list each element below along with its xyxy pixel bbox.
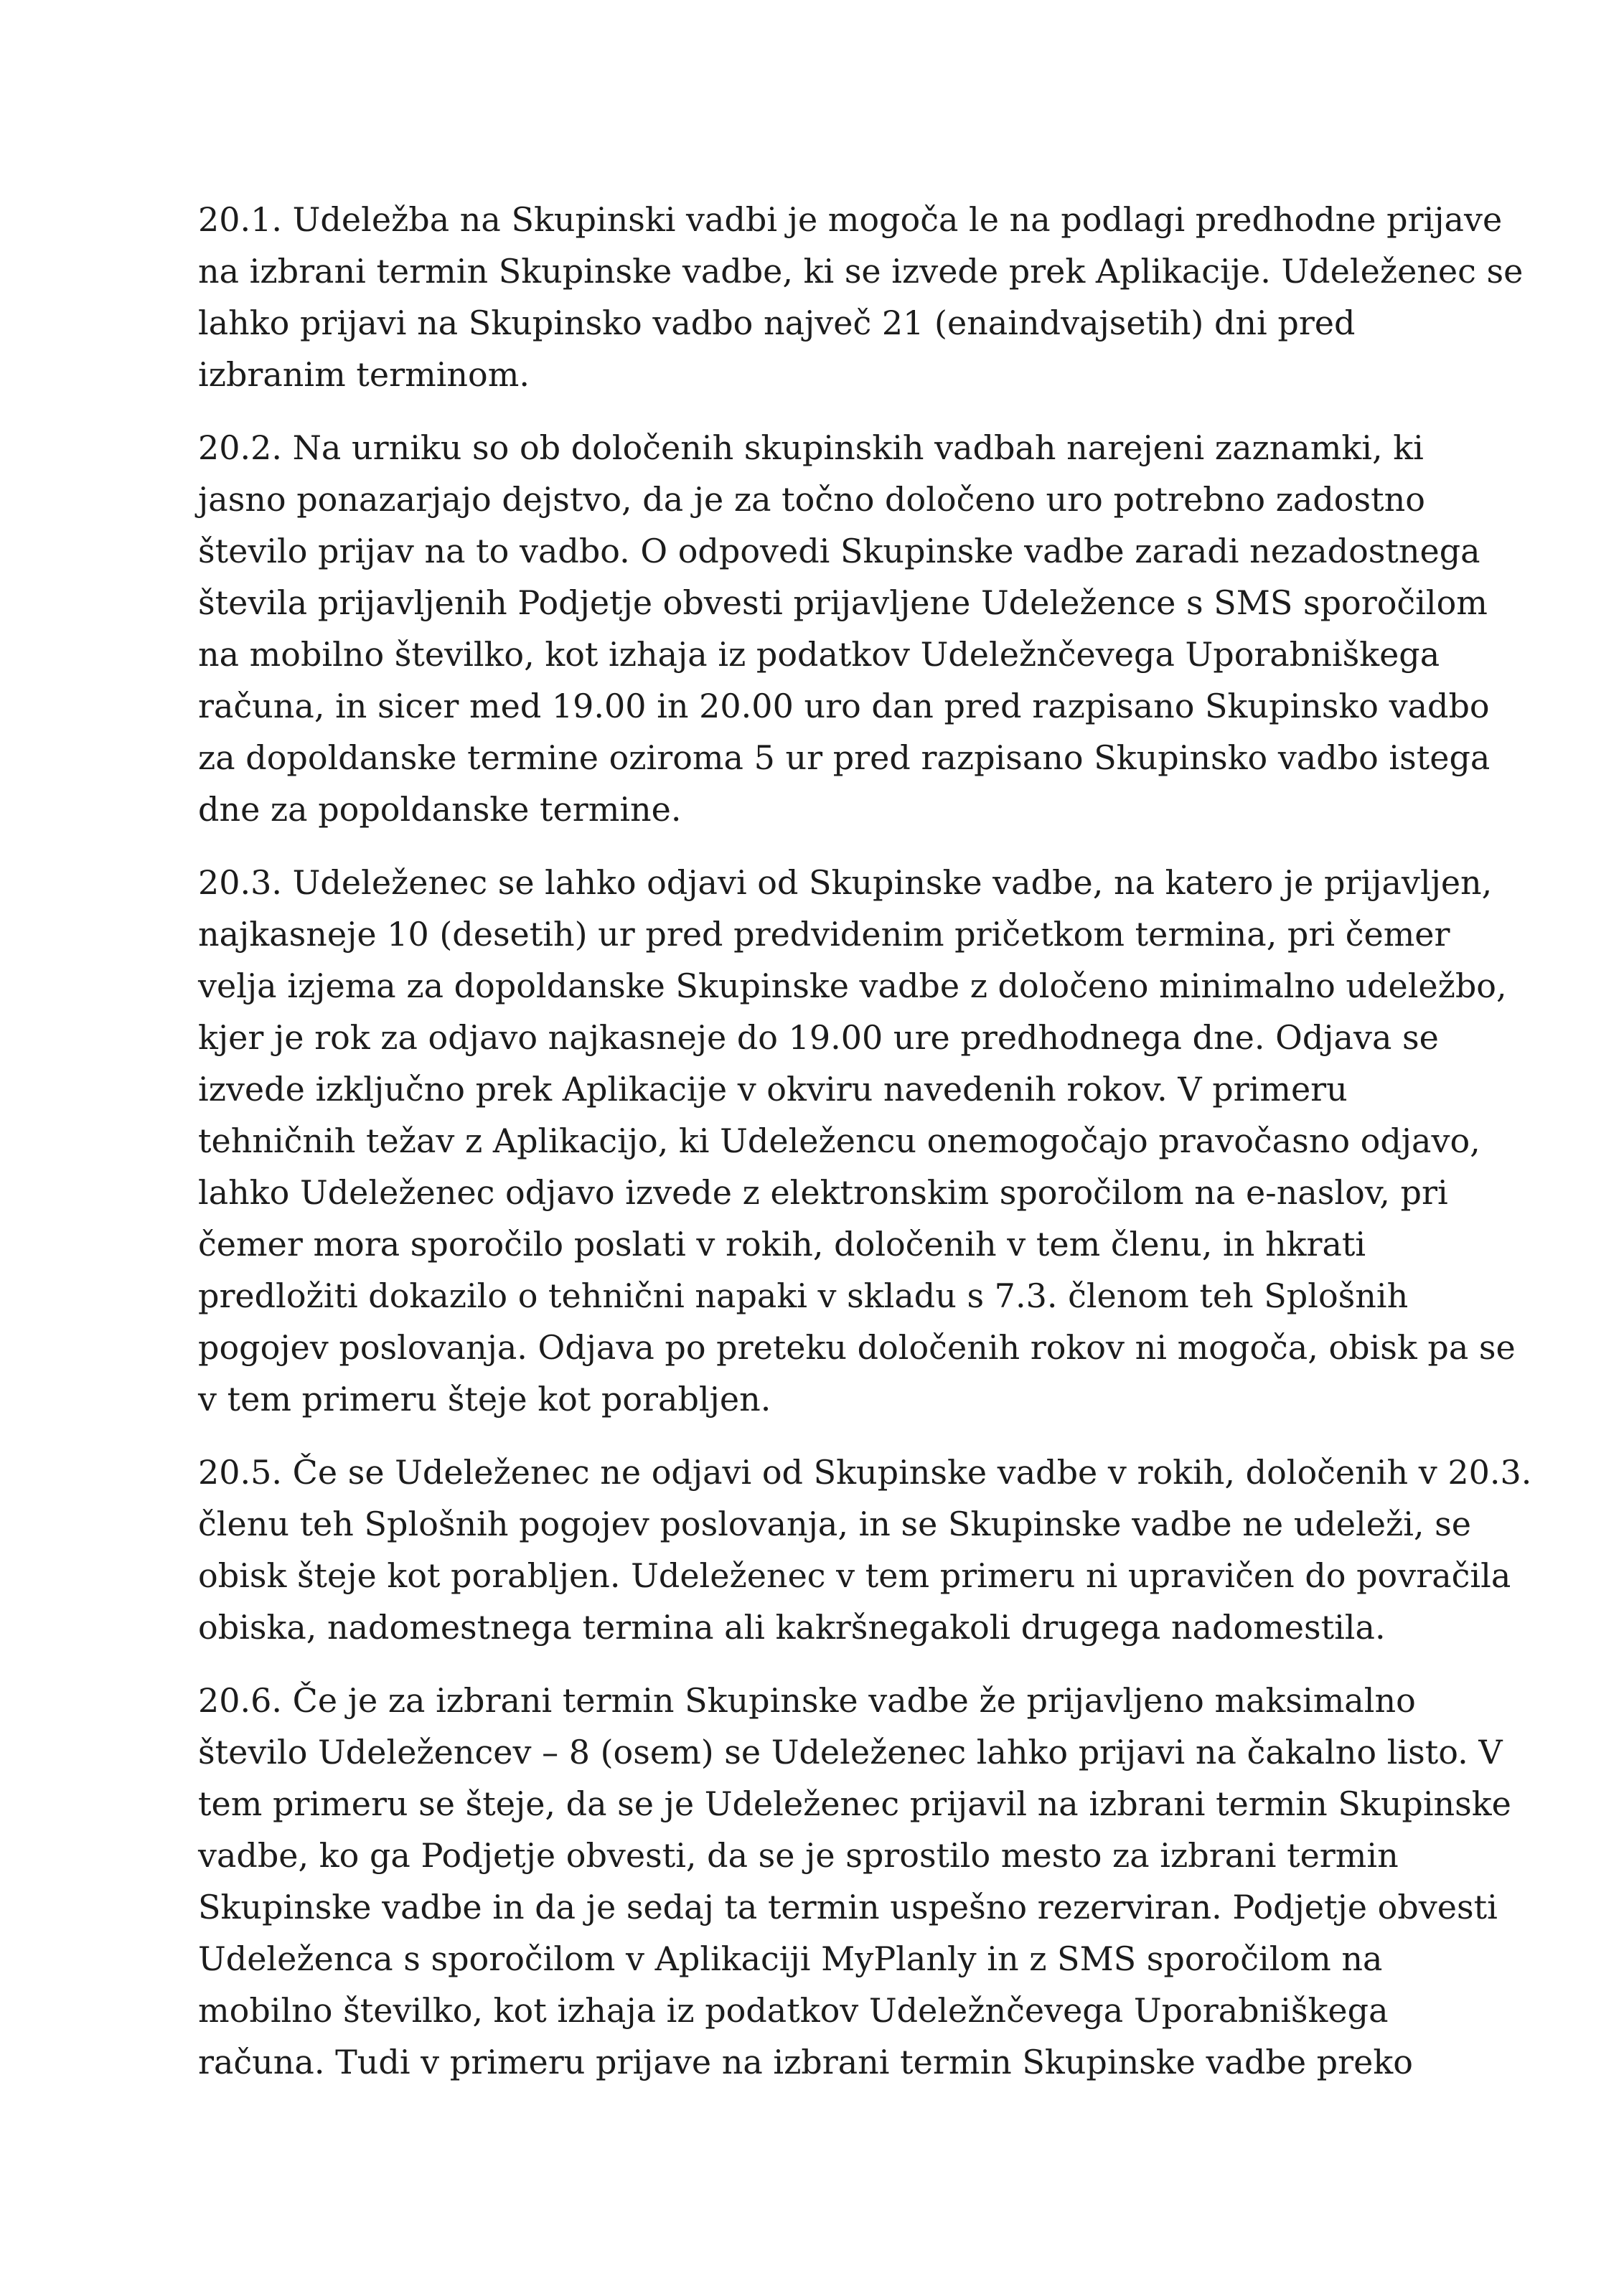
paragraph-line: dne za popoldanske termine. [198, 790, 682, 829]
paragraph-line: obisk šteje kot porabljen. Udeleženec v tem primeru ni upravičen do povračila [198, 1556, 1511, 1595]
paragraph-line: tehničnih težav z Aplikacijo, ki Udeležencu onemogočajo pravočasno odjavo, [198, 1121, 1480, 1160]
paragraph-line: lahko Udeleženec odjavo izvede z elektronskim sporočilom na e-naslov, pri [198, 1173, 1448, 1212]
paragraph-line: mobilno številko, kot izhaja iz podatkov Udeležnčevega Uporabniškega [198, 1991, 1389, 2030]
paragraph-line: za dopoldanske termine oziroma 5 ur pred razpisano Skupinsko vadbo istega [198, 738, 1491, 777]
paragraph-line: število Udeležencev – 8 (osem) se Udeleženec lahko prijavi na čakalno listo. V [198, 1733, 1503, 1772]
paragraph-line: izbranim terminom. [198, 355, 530, 394]
paragraph-line: števila prijavljenih Podjetje obvesti prijavljene Udeležence s SMS sporočilom [198, 583, 1488, 622]
paragraph-line: jasno ponazarjajo dejstvo, da je za točno določeno uro potrebno zadostno [198, 480, 1425, 519]
paragraph-20-2 [198, 422, 1491, 835]
paragraph-line: računa. Tudi v primeru prijave na izbrani termin Skupinske vadbe preko [198, 2043, 1413, 2081]
paragraph-line: 20.6. Če je za izbrani termin Skupinske vadbe že prijavljeno maksimalno [198, 1681, 1416, 1720]
paragraph-line: število prijav na to vadbo. O odpovedi Skupinske vadbe zaradi nezadostnega [198, 532, 1480, 570]
paragraph-line: kjer je rok za odjavo najkasneje do 19.00 ure predhodnega dne. Odjava se [198, 1018, 1439, 1057]
paragraph-line: na izbrani termin Skupinske vadbe, ki se izvede prek Aplikacije. Udeleženec se [198, 252, 1524, 291]
paragraph-20-5 [198, 1446, 1532, 1653]
document-body [198, 194, 1532, 2109]
paragraph-line: tem primeru se šteje, da se je Udeleženec prijavil na izbrani termin Skupinske [198, 1784, 1511, 1823]
paragraph-line: velja izjema za dopoldanske Skupinske vadbe z določeno minimalno udeležbo, [198, 966, 1507, 1005]
paragraph-line: lahko prijavi na Skupinsko vadbo največ 21 (enaindvajsetih) dni pred [198, 304, 1356, 342]
paragraph-line: najkasneje 10 (desetih) ur pred predvidenim pričetkom termina, pri čemer [198, 915, 1450, 954]
paragraph-20-3 [198, 857, 1516, 1425]
paragraph-line: v tem primeru šteje kot porabljen. [198, 1380, 771, 1418]
paragraph-line: Skupinske vadbe in da je sedaj ta termin uspešno rezerviran. Podjetje obvesti [198, 1888, 1498, 1926]
paragraph-line: 20.2. Na urniku so ob določenih skupinskih vadbah narejeni zaznamki, ki [198, 428, 1424, 467]
paragraph-line: 20.3. Udeleženec se lahko odjavi od Skupinske vadbe, na katero je prijavljen, [198, 863, 1493, 902]
paragraph-line: vadbe, ko ga Podjetje obvesti, da se je sprostilo mesto za izbrani termin [198, 1836, 1399, 1875]
paragraph-line: izvede izključno prek Aplikacije v okviru navedenih rokov. V primeru [198, 1070, 1348, 1109]
paragraph-20-1 [198, 194, 1524, 400]
paragraph-line: 20.5. Če se Udeleženec ne odjavi od Skupinske vadbe v rokih, določenih v 20.3. [198, 1453, 1532, 1492]
paragraph-line: predložiti dokazilo o tehnični napaki v skladu s 7.3. členom teh Splošnih [198, 1276, 1409, 1315]
paragraph-line: obiska, nadomestnega termina ali kakršnegakoli drugega nadomestila. [198, 1608, 1386, 1647]
paragraph-line: členu teh Splošnih pogojev poslovanja, in se Skupinske vadbe ne udeleži, se [198, 1505, 1471, 1543]
paragraph-line: na mobilno številko, kot izhaja iz podatkov Udeležnčevega Uporabniškega [198, 635, 1440, 674]
paragraph-20-6 [198, 1675, 1511, 2088]
paragraph-line: čemer mora sporočilo poslati v rokih, določenih v tem členu, in hkrati [198, 1225, 1366, 1264]
paragraph-line: pogojev poslovanja. Odjava po preteku določenih rokov ni mogoča, obisk pa se [198, 1328, 1516, 1367]
paragraph-line: računa, in sicer med 19.00 in 20.00 uro dan pred razpisano Skupinsko vadbo [198, 687, 1490, 725]
paragraph-line: Udeleženca s sporočilom v Aplikaciji MyPlanly in z SMS sporočilom na [198, 1939, 1383, 1978]
paragraph-line: 20.1. Udeležba na Skupinski vadbi je mogoča le na podlagi predhodne prijave [198, 200, 1503, 239]
